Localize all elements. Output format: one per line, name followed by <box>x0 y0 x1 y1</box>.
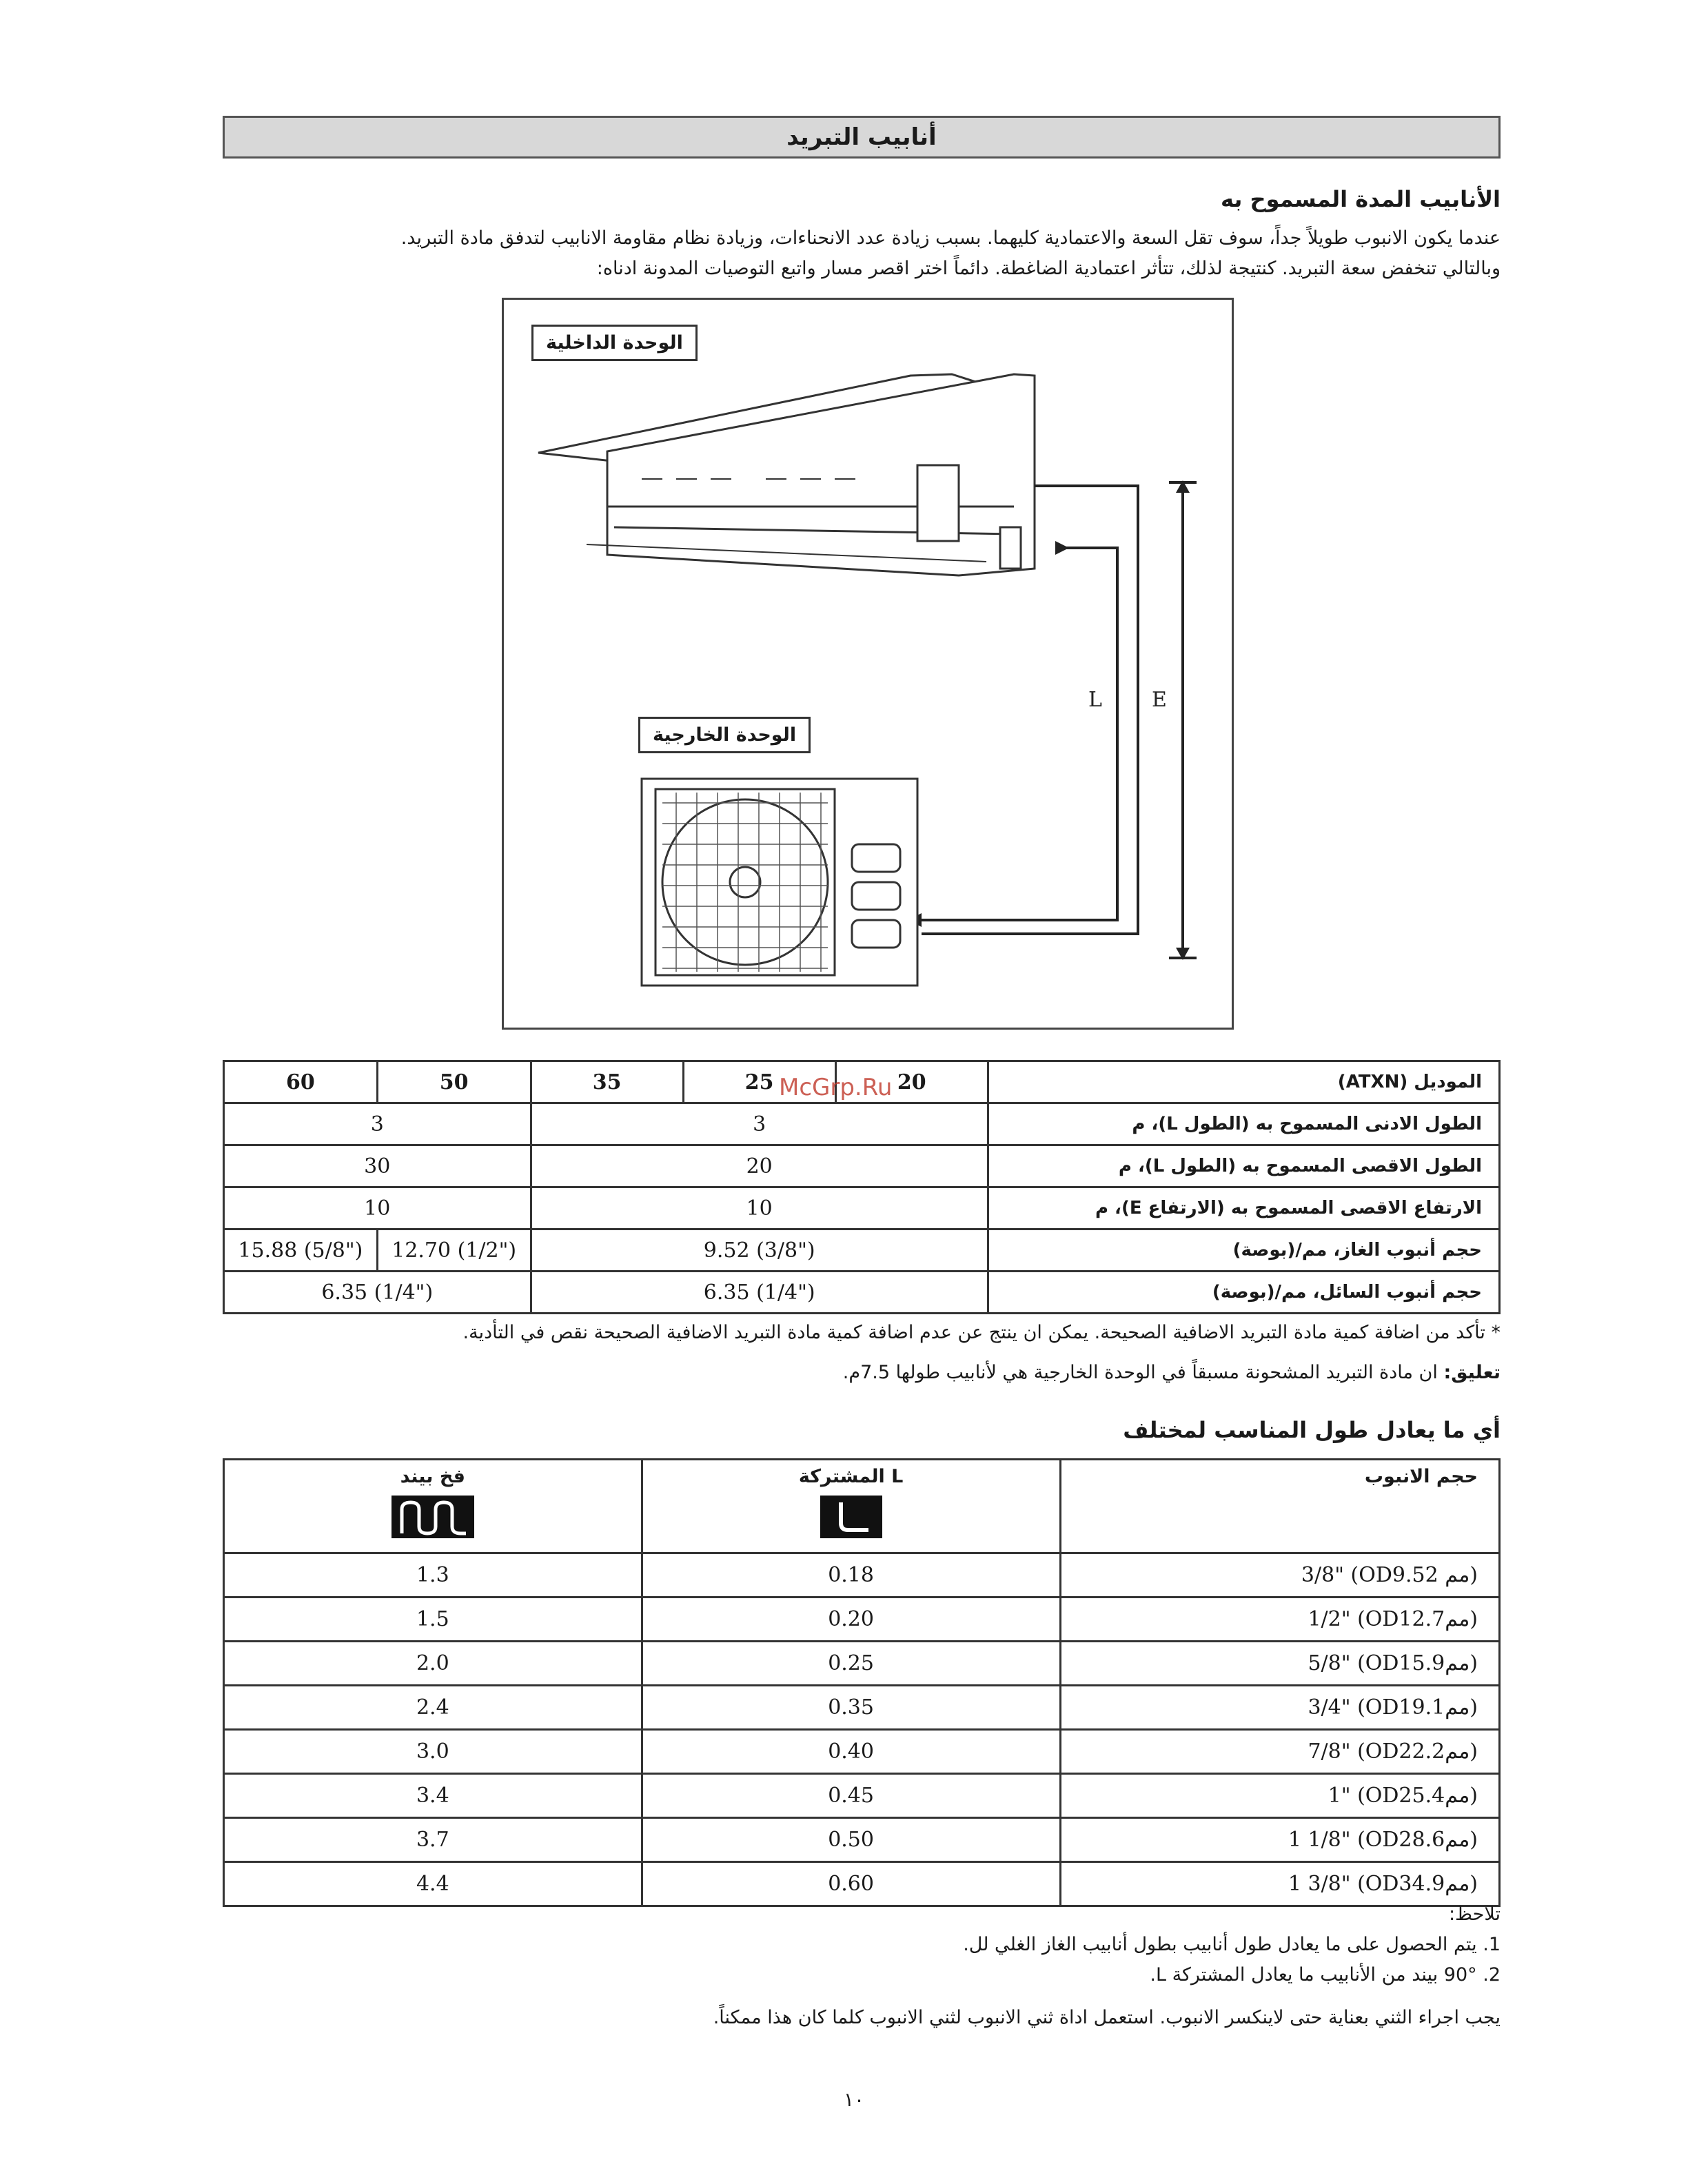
pipe-size: 1/2" (OD12.7مم) <box>1060 1598 1500 1642</box>
pipe-size: 1 3/8" (OD34.9مم) <box>1060 1862 1500 1906</box>
model-label: الموديل (ATXN) <box>988 1061 1499 1103</box>
max-height-large: 10 <box>224 1187 531 1229</box>
intro-paragraph-line2: وبالتالي تنخفض سعة التبريد. كنتيجة لذلك، تتأثر اعتمادية الضاغطة. دائماً اختر اقصر مسار واتبع التوصيات المدونة ادناه: <box>596 258 1501 279</box>
bend-value: 2.4 <box>224 1686 642 1730</box>
l-value: 0.35 <box>642 1686 1060 1730</box>
trap-bend-icon <box>392 1496 474 1538</box>
model-60: 60 <box>224 1061 378 1103</box>
table-row <box>224 1642 1500 1686</box>
liquid-pipe-small: 6.35 (1/4") <box>531 1272 988 1314</box>
installation-diagram <box>502 298 1234 1030</box>
spec-row-max-length <box>224 1145 1500 1187</box>
indoor-unit-label: الوحدة الداخلية <box>531 325 698 361</box>
gas-pipe-50: 12.70 (1/2") <box>377 1229 531 1272</box>
bend-value: 1.3 <box>224 1553 642 1598</box>
max-length-label: الطول الاقصى المسموح به (الطول L)، م <box>988 1145 1499 1187</box>
l-value: 0.45 <box>642 1774 1060 1818</box>
table-row <box>224 1774 1500 1818</box>
pipe-line-inner <box>922 548 1117 920</box>
bending-note: يجب اجراء الثني بعناية حتى لاينكسر الانبوب. استعمل اداة ثني الانبوب لثني الانبوب كلما كان هذا ممكناً. <box>713 2007 1501 2028</box>
l-dimension-label: L <box>1088 688 1102 712</box>
bend-value: 3.7 <box>224 1818 642 1862</box>
watermark: McGrp.Ru <box>779 1074 893 1101</box>
page-title: أنابيب التبريد <box>223 116 1501 159</box>
spec-row-max-height <box>224 1187 1500 1229</box>
pipe-size: 3/8" (OD9.52 مم) <box>1060 1553 1500 1598</box>
bend-value: 3.4 <box>224 1774 642 1818</box>
comment-text: ان مادة التبريد المشحونة مسبقاً في الوحدة الخارجية هي لأنابيب طولها 7.5م. <box>842 1362 1438 1383</box>
min-length-large: 3 <box>224 1103 531 1145</box>
gas-pipe-label: حجم أنبوب الغاز، مم/(بوصة) <box>988 1229 1499 1272</box>
pipe-size: 1 1/8" (OD28.6مم) <box>1060 1818 1500 1862</box>
pipe-size: 3/4" (OD19.1مم) <box>1060 1686 1500 1730</box>
table-row <box>224 1553 1500 1598</box>
pipe-arrow-top <box>1055 541 1069 555</box>
spec-row-liquid-pipe <box>224 1272 1500 1314</box>
refrigerant-note: * تأكد من اضافة كمية مادة التبريد الاضافية الصحيحة. يمكن ان ينتج عن عدم اضافة كمية مادة التبريد الاضافية الصحيحة نقص في التأدية. <box>462 1322 1501 1343</box>
bend-value: 2.0 <box>224 1642 642 1686</box>
min-length-label: الطول الادنى المسموح به (الطول L)، م <box>988 1103 1499 1145</box>
note-1: 1. يتم الحصول على ما يعادل طول أنابيب بطول أنابيب الغاز الغلي لل. <box>963 1934 1501 1955</box>
liquid-pipe-label: حجم أنبوب السائل، مم/(بوصة) <box>988 1272 1499 1314</box>
table-row <box>224 1686 1500 1730</box>
note-2: 2. 90° بيند من الأنابيب ما يعادل المشتركة L. <box>1150 1964 1501 1986</box>
l-value: 0.25 <box>642 1642 1060 1686</box>
section-heading-equivalent: أي ما يعادل طول المناسب لمختلف <box>1123 1417 1501 1443</box>
outdoor-unit-label: الوحدة الخارجية <box>638 717 811 753</box>
pipe-size: 1" (OD25.4مم) <box>1060 1774 1500 1818</box>
l-value: 0.20 <box>642 1598 1060 1642</box>
intro-paragraph-line1: عندما يكون الانبوب طويلاً جداً، سوف تقل السعة والاعتمادية كليهما. بسبب زيادة عدد الانحناءات، وزيادة نظام مقاومة الانابيب لتدفق مادة التبريد. <box>400 227 1501 249</box>
page-number: ١٠ <box>844 2088 865 2111</box>
l-joint-icon <box>820 1496 882 1538</box>
bend-value: 1.5 <box>224 1598 642 1642</box>
col-header-bend: فخ بيند <box>224 1460 642 1553</box>
table-row <box>224 1598 1500 1642</box>
e-dimension-label: E <box>1152 688 1167 712</box>
model-50: 50 <box>377 1061 531 1103</box>
eq-header-row <box>224 1460 1500 1553</box>
l-value: 0.50 <box>642 1818 1060 1862</box>
comment-line <box>843 1362 1501 1383</box>
l-value: 0.60 <box>642 1862 1060 1906</box>
liquid-pipe-large: 6.35 (1/4") <box>224 1272 531 1314</box>
table-row <box>224 1862 1500 1906</box>
model-20: 20 <box>835 1061 988 1103</box>
max-height-small: 10 <box>531 1187 988 1229</box>
equivalent-length-table <box>223 1458 1501 1907</box>
col-header-l: L المشتركة <box>642 1460 1060 1553</box>
notes-title: تلاحظ: <box>1448 1904 1501 1925</box>
pipe-size: 5/8" (OD15.9مم) <box>1060 1642 1500 1686</box>
gas-pipe-small: 9.52 (3/8") <box>531 1229 988 1272</box>
spec-row-gas-pipe <box>224 1229 1500 1272</box>
bend-value: 3.0 <box>224 1730 642 1774</box>
comment-label: تعليق: <box>1443 1362 1501 1383</box>
table-row <box>224 1730 1500 1774</box>
max-height-label: الارتفاع الاقصى المسموح به (الارتفاع E)، م <box>988 1187 1499 1229</box>
l-value: 0.40 <box>642 1730 1060 1774</box>
ac-units-illustration <box>504 300 1232 1028</box>
l-value: 0.18 <box>642 1553 1060 1598</box>
model-35: 35 <box>531 1061 683 1103</box>
max-length-large: 30 <box>224 1145 531 1187</box>
max-length-small: 20 <box>531 1145 988 1187</box>
spec-row-min-length <box>224 1103 1500 1145</box>
col-header-size: حجم الانبوب <box>1060 1460 1500 1553</box>
table-row <box>224 1818 1500 1862</box>
pipe-size: 7/8" (OD22.2مم) <box>1060 1730 1500 1774</box>
model-25: 25 <box>683 1061 835 1103</box>
bend-value: 4.4 <box>224 1862 642 1906</box>
gas-pipe-60: 15.88 (5/8") <box>224 1229 378 1272</box>
min-length-small: 3 <box>531 1103 988 1145</box>
section-heading-allowable: الأنابيب المدة المسموح به <box>1220 186 1501 212</box>
